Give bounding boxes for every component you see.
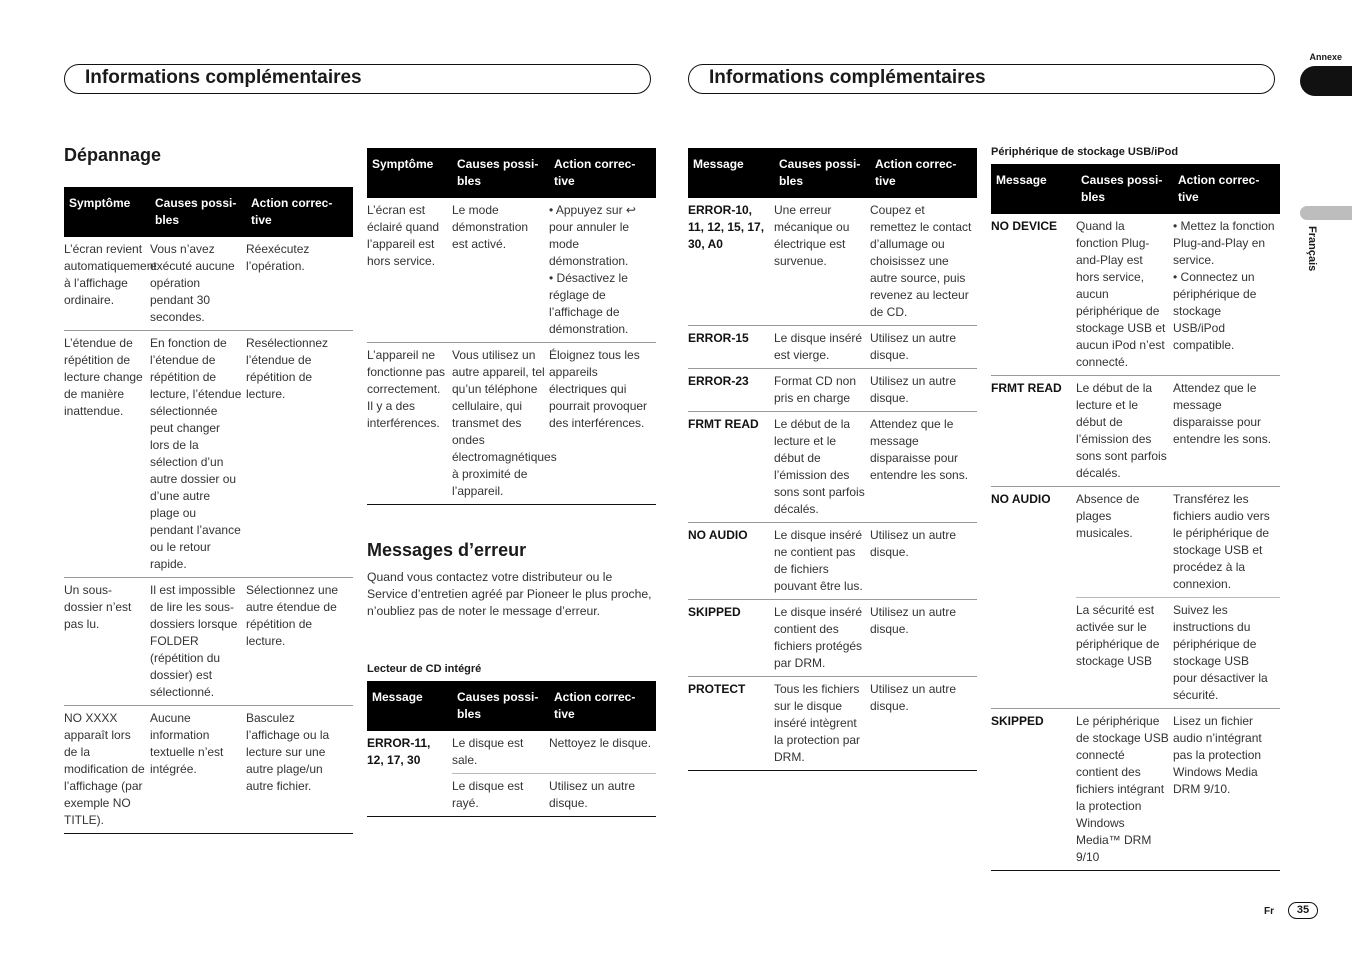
- table-row: [991, 214, 1280, 376]
- table-row: [688, 677, 977, 771]
- cell: Tous les fichiers sur le disque inséré intègrent la protection par DRM.: [774, 677, 870, 771]
- column-header: Causes possi-bles: [1076, 164, 1173, 214]
- cell: Transférez les fichiers audio vers le périphérique de stockage USB et procédez à la connexion.: [1173, 487, 1280, 598]
- page-number: 35: [1288, 902, 1318, 919]
- column-header: Causes possi-bles: [452, 681, 549, 731]
- message-code: PROTECT: [688, 677, 774, 771]
- table-row: [991, 487, 1280, 598]
- column-header: Action correc-tive: [549, 148, 656, 198]
- column-header: Causes possi-bles: [774, 148, 870, 198]
- cell: Aucune information textuelle n’est intégrée.: [150, 706, 246, 834]
- cell: Éloignez tous les appareils électriques qui pourrait provoquer des interférences.: [549, 343, 656, 505]
- table-row: [991, 376, 1280, 487]
- table-depannage: [64, 187, 353, 834]
- cell: Le mode démonstration est activé.: [452, 203, 529, 251]
- cell: Le disque est rayé.: [452, 774, 549, 817]
- column-header: Message: [367, 681, 452, 731]
- column-header: Message: [688, 148, 774, 198]
- table-usb-messages: [991, 164, 1280, 871]
- table-row: [688, 523, 977, 600]
- column-header: Causes possi-bles: [452, 148, 549, 198]
- cell: Utilisez un autre disque.: [870, 523, 977, 600]
- column-header: Causes possi-bles: [150, 187, 246, 237]
- message-code: ERROR-15: [688, 326, 774, 369]
- table-row: [64, 237, 353, 331]
- cell: NO XXXX apparaît lors de la modification de l’affichage (par exemple NO TITLE).: [64, 706, 150, 834]
- cell: Resélectionnez l’étendue de répétition de lecture.: [246, 331, 353, 578]
- message-code: FRMT READ: [991, 376, 1076, 487]
- table-row: [688, 412, 977, 523]
- header-right-title: Informations complémentaires: [709, 67, 986, 88]
- cd-subtitle: Lecteur de CD intégré: [367, 663, 482, 675]
- cell: Le disque inséré est vierge.: [774, 326, 870, 369]
- cell: Un sous-dossier n’est pas lu.: [64, 578, 150, 706]
- table-row: [688, 198, 977, 326]
- cell: En fonction de l’étendue de répétition de lecture, l’étendue sélectionnée peut changer lors de la sélection d’un autre dossier ou d’une autre plage ou pendant l’avance ou le retour rapide.: [150, 331, 246, 578]
- language-label: Français: [1306, 226, 1318, 272]
- message-code: FRMT READ: [688, 412, 774, 523]
- cell: La sécurité est activée sur le périphérique de stockage USB: [1076, 598, 1173, 709]
- cell: L’écran est éclairé quand l’appareil est hors service.: [367, 203, 440, 268]
- table-row: [688, 369, 977, 412]
- header-left-title: Informations complémentaires: [85, 67, 362, 88]
- cell: Utilisez un autre disque.: [870, 677, 977, 771]
- table-row: [688, 326, 977, 369]
- column-header: Action correc-tive: [870, 148, 977, 198]
- cell: L’écran revient automatiquement à l’affichage ordinaire.: [64, 242, 157, 307]
- cell: • Mettez la fonction Plug-and-Play en service. • Connectez un périphérique de stockage USB/iPod compatible.: [1173, 219, 1275, 352]
- message-code: ERROR-11, 12, 17, 30: [367, 731, 452, 817]
- message-code: NO DEVICE: [991, 219, 1058, 233]
- cell: Quand la fonction Plug-and-Play est hors service, aucun périphérique de stockage USB et aucun iPod n’est connecté.: [1076, 219, 1166, 369]
- language-code: Fr: [1264, 906, 1274, 917]
- cell: Le disque inséré contient des fichiers protégés par DRM.: [774, 600, 870, 677]
- table-row: [688, 600, 977, 677]
- cell: Réexécutez l’opération.: [246, 242, 310, 273]
- cell: Lisez un fichier audio n’intégrant pas la protection Windows Media DRM 9/10.: [1173, 709, 1280, 871]
- annexe-label: Annexe: [1309, 52, 1342, 62]
- messages-intro: Quand vous contactez votre distributeur ou le Service d’entretien agréé par Pioneer le plus proche, n’oubliez pas de noter le message d’erreur.: [367, 570, 652, 618]
- cell: Le début de la lecture et le début de l’émission des sons sont parfois décalés.: [1076, 376, 1173, 487]
- cell: Il est impossible de lire les sous-dossiers lorsque FOLDER (répétition du dossier) est sélectionné.: [150, 578, 246, 706]
- message-code: ERROR-10, 11, 12, 15, 17, 30, A0: [688, 203, 765, 251]
- cell: Vous utilisez un autre appareil, tel qu’un téléphone cellulaire, qui transmet des ondes électromagnétiques à proximité de l’appareil.: [452, 343, 549, 505]
- column-header: Symptôme: [367, 148, 452, 198]
- table-row: [64, 578, 353, 706]
- cell: L’étendue de répétition de lecture change de manière inattendue.: [64, 331, 150, 578]
- column-header: Action correc-tive: [1173, 164, 1280, 214]
- cell: • Appuyez sur ↩ pour annuler le mode démonstration. • Désactivez le réglage de l’affichage de démonstration.: [549, 203, 636, 336]
- column-header: Action correc-tive: [549, 681, 656, 731]
- cell: Utilisez un autre disque.: [870, 326, 977, 369]
- table-row: [367, 343, 656, 505]
- cell: L’appareil ne fonctionne pas correctement. Il y a des interférences.: [367, 343, 452, 505]
- column-header: Symptôme: [64, 187, 150, 237]
- message-code: SKIPPED: [688, 600, 774, 677]
- cell: Attendez que le message disparaisse pour entendre les sons.: [870, 412, 977, 523]
- message-code: NO AUDIO: [991, 487, 1076, 709]
- cell: Le début de la lecture et le début de l’émission des sons sont parfois décalés.: [774, 412, 870, 523]
- column-header: Action correc-tive: [246, 187, 353, 237]
- header-right: [688, 64, 1275, 94]
- cell: Sélectionnez une autre étendue de répétition de lecture.: [246, 578, 353, 706]
- usb-subtitle: Périphérique de stockage USB/iPod: [991, 146, 1179, 158]
- cell: Le disque est sale.: [452, 736, 524, 767]
- message-code: ERROR-23: [688, 369, 774, 412]
- language-tab: [1300, 206, 1352, 220]
- cell: Format CD non pris en charge: [774, 369, 870, 412]
- cell: Utilisez un autre disque.: [549, 774, 656, 817]
- message-code: NO AUDIO: [688, 523, 774, 600]
- cell: Nettoyez le disque.: [549, 736, 652, 750]
- table-row: [367, 731, 656, 774]
- cell: Vous n’avez exécuté aucune opération pendant 30 secondes.: [150, 242, 235, 324]
- cell: Utilisez un autre disque.: [870, 600, 977, 677]
- table-row: [991, 709, 1280, 871]
- cell: Coupez et remettez le contact d’allumage ou choisissez une autre source, puis revenez au lecteur de CD.: [870, 203, 972, 319]
- cell: Attendez que le message disparaisse pour entendre les sons.: [1173, 376, 1280, 487]
- column-header: Message: [991, 164, 1076, 214]
- section-title-depannage: Dépannage: [64, 145, 162, 165]
- cell: Une erreur mécanique ou électrique est survenue.: [774, 203, 850, 268]
- cell: Absence de plages musicales.: [1076, 487, 1173, 598]
- annexe-tab: [1300, 66, 1352, 96]
- table-row: [64, 706, 353, 834]
- cell: Le périphérique de stockage USB connecté contient des fichiers intégrant la protection Windows Media™ DRM 9/10: [1076, 709, 1173, 871]
- table-depannage-continued: [367, 148, 656, 505]
- cell: Le disque inséré ne contient pas de fichiers pouvant être lus.: [774, 523, 870, 600]
- cell: Utilisez un autre disque.: [870, 369, 977, 412]
- table-row: [64, 331, 353, 578]
- cell: Suivez les instructions du périphérique de stockage USB pour désactiver la sécurité.: [1173, 598, 1280, 709]
- message-code: SKIPPED: [991, 709, 1076, 871]
- table-cd-errors: [688, 148, 977, 771]
- cell: Basculez l’affichage ou la lecture sur une autre plage/un autre fichier.: [246, 706, 353, 834]
- header-left: [64, 64, 651, 94]
- section-title-messages: Messages d’erreur: [367, 540, 527, 560]
- table-cd-messages: [367, 681, 656, 817]
- table-row: [367, 198, 656, 343]
